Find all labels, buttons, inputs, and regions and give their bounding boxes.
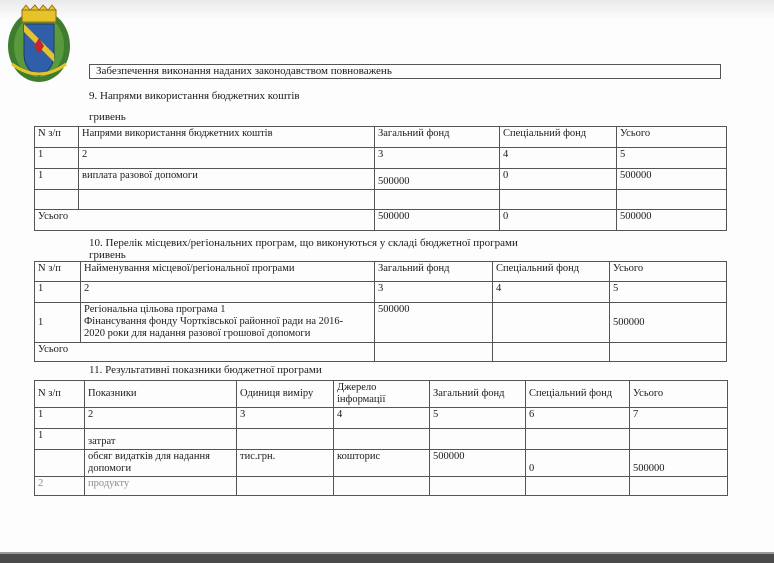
column-header: N з/п: [35, 262, 81, 282]
table-total-row: [35, 343, 727, 362]
table-cell: 0: [500, 210, 617, 231]
scope-text-box: Забезпечення виконання наданих законодавством повноважень: [89, 64, 721, 79]
table-cell: 500000: [375, 169, 500, 190]
table-cell: [493, 343, 610, 362]
table-cell: [79, 190, 375, 210]
column-header: Спеціальний фонд: [500, 127, 617, 148]
column-header: Усього: [630, 381, 728, 408]
table-row: [35, 169, 727, 190]
table-row: [35, 408, 728, 429]
table-cell: 7: [630, 408, 728, 429]
table-cell: [500, 190, 617, 210]
table-cell: 4: [500, 148, 617, 169]
table-row: [35, 148, 727, 169]
section10-unit: гривень: [89, 249, 126, 261]
table-cell: [430, 429, 526, 450]
column-header: Загальний фонд: [430, 381, 526, 408]
table-cell: 500000: [610, 303, 727, 343]
table-cell: 0: [500, 169, 617, 190]
program-name-cell: [81, 303, 375, 343]
table-cell: 500000: [630, 450, 728, 477]
table-total-row: [35, 210, 727, 231]
table-cell: [430, 477, 526, 496]
coat-of-arms-emblem: [6, 4, 72, 84]
table-cell: 6: [526, 408, 630, 429]
table-cell: 500000: [375, 210, 500, 231]
table-cell: [237, 429, 334, 450]
section9-unit: гривень: [89, 111, 126, 123]
table-cell: 1: [35, 148, 79, 169]
table-cell: 2: [35, 477, 85, 496]
table-cell: 2: [85, 408, 237, 429]
table-cell: [617, 190, 727, 210]
table-cell: тис.грн.: [237, 450, 334, 477]
group-label: затрат: [85, 429, 237, 450]
column-header: Загальний фонд: [375, 127, 500, 148]
table-cell: 5: [610, 282, 727, 303]
program-name-line: Регіональна цільова програма 1: [84, 304, 226, 315]
indicator-cell: [85, 450, 237, 477]
table-row: [35, 282, 727, 303]
program-name-line: Фінансування фонду Чортківської районної ради на 2016-: [84, 316, 344, 327]
column-header: N з/п: [35, 127, 79, 148]
table-cell: [630, 429, 728, 450]
table-cell: 500000: [617, 169, 727, 190]
table-cell: 3: [237, 408, 334, 429]
column-header: Показники: [85, 381, 237, 408]
column-header: N з/п: [35, 381, 85, 408]
table-group-row: [35, 429, 728, 450]
table-cell: [334, 477, 430, 496]
program-name-line: 2020 роки для надання разової грошової допомоги: [84, 328, 311, 339]
table-cell: 5: [430, 408, 526, 429]
table-row: [35, 303, 727, 343]
section10-heading: 10. Перелік місцевих/регіональних програм, що виконуються у складі бюджетної програми: [89, 237, 518, 249]
table-cell: 2: [79, 148, 375, 169]
table-cell: 1: [35, 282, 81, 303]
total-label: Усього: [35, 343, 375, 362]
table-cell: [610, 343, 727, 362]
column-header: Спеціальний фонд: [493, 262, 610, 282]
group-label: продукту: [85, 477, 237, 496]
scan-bottom-edge: [0, 552, 774, 563]
column-header: Джерело інформації: [334, 381, 430, 408]
column-header: Усього: [610, 262, 727, 282]
total-label: Усього: [35, 210, 375, 231]
indicator-line: допомоги: [88, 463, 132, 474]
table-cell: [630, 477, 728, 496]
table-cell: 500000: [375, 303, 493, 343]
section11-heading: 11. Результативні показники бюджетної програми: [89, 364, 322, 376]
column-header: Усього: [617, 127, 727, 148]
table-header-row: [35, 381, 728, 408]
table-group-row: [35, 477, 728, 496]
column-header: Напрями використання бюджетних коштів: [79, 127, 375, 148]
table-cell: [35, 190, 79, 210]
table-cell: 1: [35, 429, 85, 450]
table-row: [35, 190, 727, 210]
table-cell: виплата разової допомоги: [79, 169, 375, 190]
table-row: [35, 450, 728, 477]
section9-heading: 9. Напрями використання бюджетних коштів: [89, 90, 300, 102]
column-header: Загальний фонд: [375, 262, 493, 282]
table-cell: 2: [81, 282, 375, 303]
table-cell: 0: [526, 450, 630, 477]
table-cell: [526, 429, 630, 450]
table-cell: [375, 343, 493, 362]
table-header-row: [35, 262, 727, 282]
section11-table: [34, 380, 728, 496]
table-cell: 4: [493, 282, 610, 303]
table-cell: 1: [35, 408, 85, 429]
table-cell: 500000: [430, 450, 526, 477]
table-cell: [334, 429, 430, 450]
indicator-line: обсяг видатків для надання: [88, 451, 210, 462]
column-header: Одиниця виміру: [237, 381, 334, 408]
column-header: Найменування місцевої/регіональної програми: [81, 262, 375, 282]
table-cell: 4: [334, 408, 430, 429]
table-cell: [237, 477, 334, 496]
table-header-row: [35, 127, 727, 148]
section9-table: [34, 126, 727, 231]
column-header: Спеціальний фонд: [526, 381, 630, 408]
table-cell: 1: [35, 169, 79, 190]
section10-table: [34, 261, 727, 362]
table-cell: кошторис: [334, 450, 430, 477]
table-cell: [493, 303, 610, 343]
table-cell: 500000: [617, 210, 727, 231]
table-cell: 3: [375, 148, 500, 169]
table-cell: [35, 450, 85, 477]
table-cell: 5: [617, 148, 727, 169]
table-cell: [375, 190, 500, 210]
table-cell: [526, 477, 630, 496]
scan-top-shadow: [0, 0, 774, 20]
table-cell: 3: [375, 282, 493, 303]
table-cell: 1: [35, 303, 81, 343]
